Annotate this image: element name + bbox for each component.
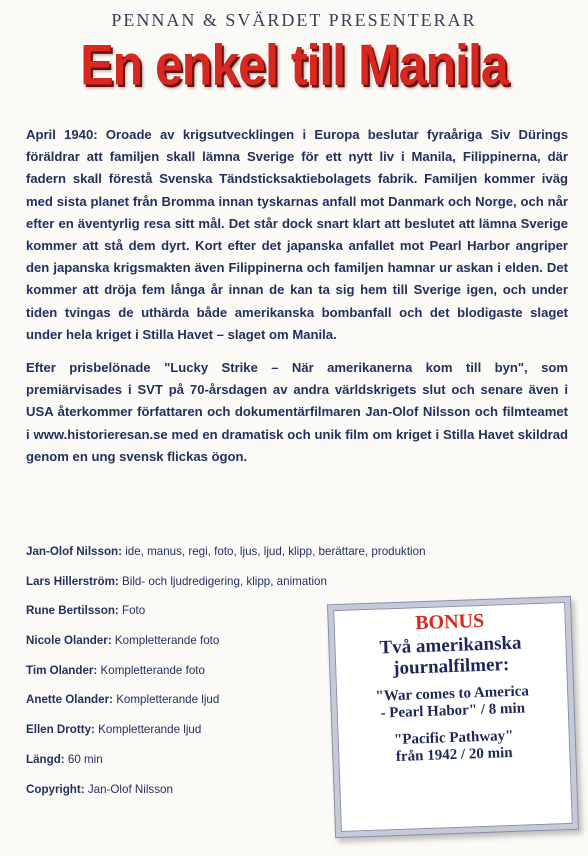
bonus-heading-line-2: journalfilmer: xyxy=(392,654,510,680)
bonus-item-1 xyxy=(337,682,568,724)
credit-role: Lars Hillerström: xyxy=(26,574,119,588)
bonus-item-2 xyxy=(339,726,570,768)
bonus-item-1-line-1: "War comes to America xyxy=(375,683,530,705)
bonus-box xyxy=(333,602,573,832)
credit-desc: Kompletterande foto xyxy=(114,634,220,648)
credit-role: Rune Bertilsson: xyxy=(26,604,119,618)
credit-role: Jan-Olof Nilsson: xyxy=(26,545,122,558)
credit-role: Längd: xyxy=(26,752,65,766)
credit-desc: Foto xyxy=(122,604,146,618)
presenter-line: PENNAN & SVÄRDET PRESENTERAR xyxy=(111,10,477,30)
credit-item xyxy=(26,573,526,603)
bonus-item-2-line-1: "Pacific Pathway" xyxy=(393,727,514,749)
description-paragraph-2: Efter prisbelönade "Lucky Strike – När amerikanerna kom till byn", som premiärvisades i SVT på 70-årsdagen av andra världskrigets slut och senare även i USA återkommer författaren och dokumentärfilmaren Jan-Olof Nilsson och filmteamet i www.historieresan.se med en dramatisk och unik film om kriget i Stilla Havet skildrad genom en ung svensk flickas ögon. xyxy=(26,360,568,464)
credit-desc: 60 min xyxy=(67,752,103,766)
description-paragraph-1: April 1940: Oroade av krigsutvecklingen i Europa beslutar fyraåriga Siv Dürings föräldrar att familjen skall lämna Sverige för ett nytt liv i Manila, Filippinerna, där fadern skall förestå Svenska Tändsticksaktiebolagets fabrik. Familjen kommer iväg med sista planet från Bromma innan tyskarnas anfall mot Danmark och Norge, och når efter en äventyrlig resa sitt mål. Det står dock snart klart att beslutet att lämna Sverige kommer att stå dem dyrt. Kort efter det japanska anfallet mot Pearl Harbor angriper den japanska krigsmakten även Filippinerna och familjen hamnar ur askan i elden. Det kommer att dröja fem långa år innan de kan ta sig hem till Sverige igen, och under tiden tvingas de uthärda både amerikanska bombanfall och det blodigaste slaget under hela kriget i Stilla Havet – slaget om Manila. xyxy=(26,127,568,342)
credit-desc: ide, manus, regi, foto, ljus, ljud, klipp, berättare, produktion xyxy=(125,545,426,558)
credit-role: Anette Olander: xyxy=(26,693,113,707)
credit-desc: Kompletterande ljud xyxy=(116,693,220,707)
credit-desc: Bild- och ljudredigering, klipp, animation xyxy=(122,574,327,588)
credit-item xyxy=(26,543,526,573)
credit-role: Nicole Olander: xyxy=(26,634,112,648)
credit-role: Copyright: xyxy=(26,782,85,796)
page-title: En enkel till Manila xyxy=(80,32,508,98)
credit-desc: Kompletterande ljud xyxy=(98,723,202,737)
credit-desc: Jan-Olof Nilsson xyxy=(87,782,173,796)
bonus-item-2-line-2: från 1942 / 20 min xyxy=(395,744,513,766)
description xyxy=(26,124,568,479)
credit-role: Ellen Drotty: xyxy=(26,723,95,737)
bonus-heading-line-1: Två amerikanska xyxy=(379,632,522,659)
bonus-title: BONUS xyxy=(414,609,485,635)
credit-desc: Kompletterande foto xyxy=(100,663,205,677)
credit-role: Tim Olander: xyxy=(26,663,98,677)
bonus-item-1-line-2: - Pearl Habor" / 8 min xyxy=(380,700,526,722)
